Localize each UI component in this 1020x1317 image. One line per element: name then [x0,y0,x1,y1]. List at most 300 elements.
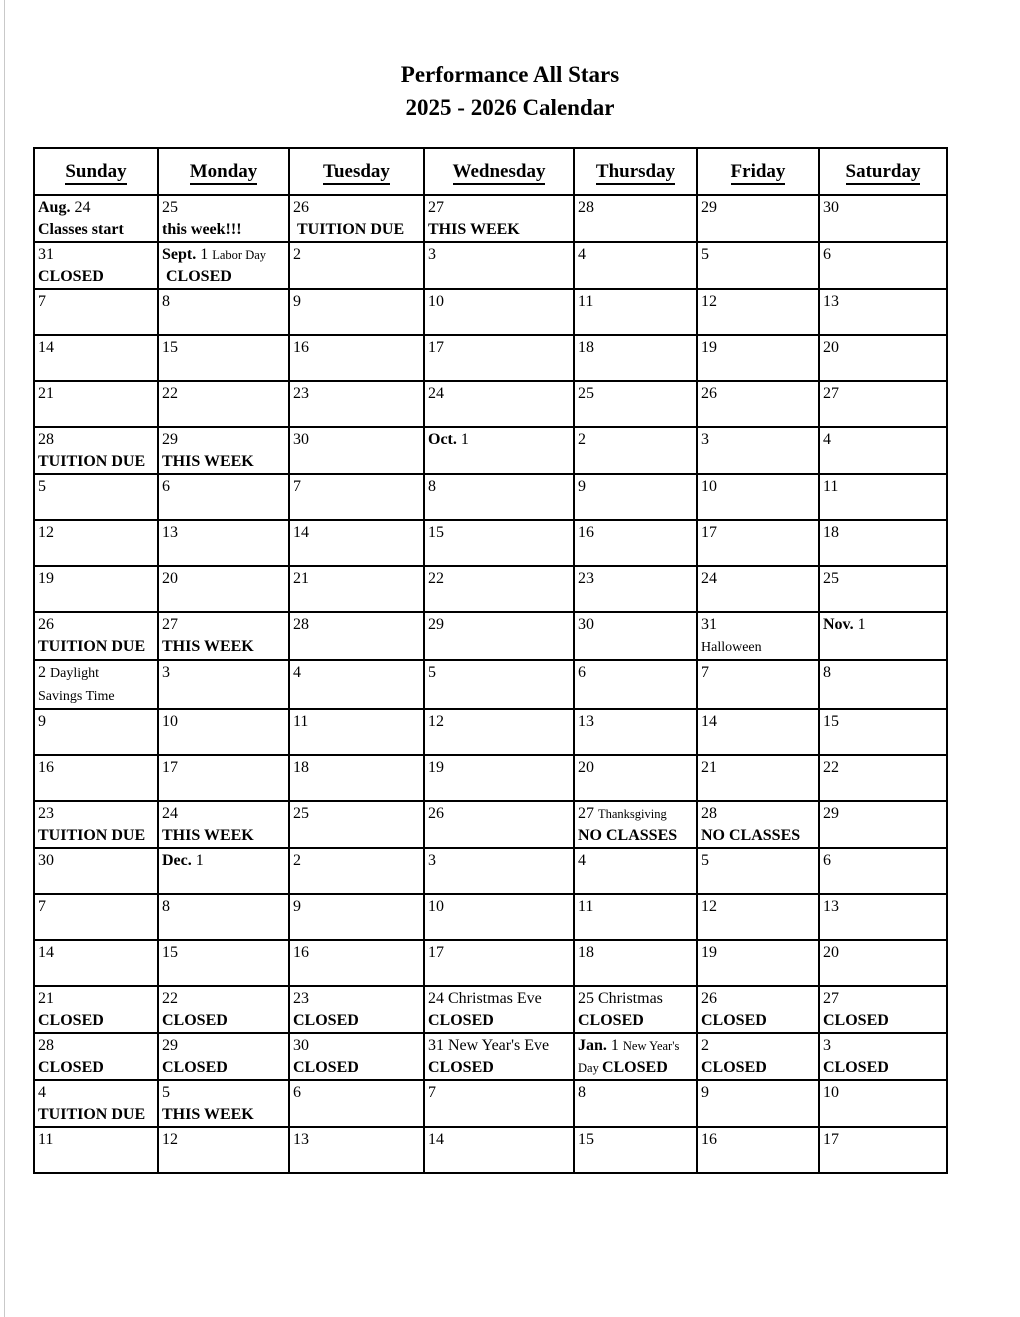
cell-text: Day [578,1061,602,1075]
cell-line [38,757,155,779]
cell-line [293,711,421,733]
cell-line [823,1082,944,1104]
cell-text: TUITION DUE [38,453,146,470]
cell-line [823,1035,944,1057]
day-header-wednesday [424,148,574,195]
calendar-cell [574,1127,697,1173]
cell-text: 24 [162,805,178,822]
calendar-cell [34,894,158,940]
cell-line [701,614,816,636]
calendar-cell [289,894,424,940]
calendar-cell [158,195,289,242]
cell-line [293,197,421,219]
cell-text: 21 [38,385,54,402]
cell-text: 3 [428,852,436,869]
calendar-cell [289,660,424,709]
cell-text: 29 [428,616,444,633]
cell-text: 16 [701,1131,717,1148]
calendar-cell [158,427,289,474]
calendar-cell [574,709,697,755]
cell-text: 23 [293,385,309,402]
cell-line [38,1104,155,1126]
cell-text: 5 [38,478,46,495]
cell-text: 14 [293,524,309,541]
cell-text: 21 [293,570,309,587]
cell-text: 27 [578,805,598,822]
cell-line [428,383,571,405]
cell-text: 18 [823,524,839,541]
calendar-cell [34,709,158,755]
calendar-cell [34,755,158,801]
cell-text: 30 [578,616,594,633]
cell-line [428,219,571,241]
calendar-cell [34,660,158,709]
cell-text: 12 [701,898,717,915]
calendar-cell [424,242,574,289]
cell-line [428,522,571,544]
calendar-body [34,195,947,1173]
cell-text: 15 [162,944,178,961]
cell-text: 5 [428,664,436,681]
cell-line [428,568,571,590]
cell-text: 14 [428,1131,444,1148]
cell-text: 3 [162,664,170,681]
calendar-cell [819,566,947,612]
cell-text: CLOSED [293,1012,359,1029]
cell-line [578,1057,694,1079]
calendar-cell [34,520,158,566]
calendar-week-row [34,335,947,381]
day-header-thursday [574,148,697,195]
calendar-cell [289,848,424,894]
cell-line [38,896,155,918]
cell-line [578,662,694,684]
cell-line [38,1082,155,1104]
cell-line [701,942,816,964]
cell-text: 7 [38,293,46,310]
cell-text: 3 [823,1037,831,1054]
cell-text: 2 [578,431,586,448]
cell-text: 24 [701,570,717,587]
cell-text: New Year's [622,1039,680,1053]
cell-line [823,383,944,405]
cell-line [701,850,816,872]
cell-line [293,803,421,825]
cell-text: 26 [701,385,717,402]
cell-line [162,825,286,847]
cell-text: CLOSED [428,1012,494,1029]
cell-text: 21 [38,990,54,1007]
calendar-cell [574,940,697,986]
cell-text: 15 [162,339,178,356]
cell-text: 19 [38,570,54,587]
cell-line [823,337,944,359]
cell-text: 5 [701,852,709,869]
cell-line [823,1057,944,1079]
cell-text: Jan. [578,1037,607,1054]
calendar-cell [424,1080,574,1127]
calendar-cell [424,755,574,801]
calendar-cell [697,289,819,335]
cell-text: 11 [578,293,594,310]
cell-line [162,662,286,684]
calendar-cell [34,335,158,381]
calendar-cell [289,709,424,755]
cell-line [162,1035,286,1057]
cell-text: 31 [701,616,717,633]
cell-text: 22 [428,570,444,587]
calendar-cell [574,894,697,940]
cell-line [38,244,155,266]
cell-text: 7 [38,898,46,915]
cell-line [38,266,155,288]
calendar-cell [424,986,574,1033]
cell-line [701,825,816,847]
cell-line [162,291,286,313]
calendar-cell [574,1033,697,1080]
cell-line [293,614,421,636]
cell-text: 8 [428,478,436,495]
cell-text: 16 [293,339,309,356]
calendar-cell [424,801,574,848]
cell-text: 22 [823,759,839,776]
calendar-cell [158,848,289,894]
cell-line [162,636,286,658]
cell-text: CLOSED [293,1059,359,1076]
cell-text: Classes start [38,221,124,238]
cell-line [428,614,571,636]
calendar-week-row [34,1033,947,1080]
cell-line [578,757,694,779]
cell-line [428,711,571,733]
cell-text: 14 [38,339,54,356]
cell-text: 29 [162,431,178,448]
cell-line [428,197,571,219]
cell-line [428,244,571,266]
cell-line [162,896,286,918]
cell-text: 4 [38,1084,46,1101]
calendar-cell [158,660,289,709]
calendar-cell [574,612,697,660]
calendar-cell [158,474,289,520]
cell-line [578,803,694,825]
calendar-cell [697,940,819,986]
calendar-cell [819,335,947,381]
cell-line [293,1057,421,1079]
cell-text: 9 [578,478,586,495]
calendar-cell [424,940,574,986]
cell-text: 25 [293,805,309,822]
cell-text: 3 [701,431,709,448]
calendar-cell [289,242,424,289]
calendar-cell [289,940,424,986]
calendar-cell [34,427,158,474]
day-header-monday [158,148,289,195]
calendar-cell [697,848,819,894]
calendar-cell [697,427,819,474]
calendar-cell [424,289,574,335]
cell-line [162,244,286,266]
cell-text: CLOSED [823,1012,889,1029]
cell-text: 6 [162,478,170,495]
cell-text: 12 [428,713,444,730]
cell-text: 20 [823,339,839,356]
calendar-cell [819,474,947,520]
cell-text: 25 [578,385,594,402]
cell-text: 28 [38,431,54,448]
cell-text: 26 [38,616,54,633]
cell-text: 26 [428,805,444,822]
cell-line [38,988,155,1010]
cell-line [701,522,816,544]
cell-line [162,197,286,219]
cell-line [38,451,155,473]
cell-line [578,383,694,405]
calendar-cell [158,612,289,660]
calendar-week-row [34,709,947,755]
calendar-cell [697,894,819,940]
calendar-cell [158,381,289,427]
cell-line [428,1035,571,1057]
cell-text: 20 [823,944,839,961]
calendar-cell [697,381,819,427]
cell-line [701,988,816,1010]
calendar-cell [697,1080,819,1127]
cell-text: NO CLASSES [578,827,678,844]
cell-text: Labor Day [212,248,267,262]
cell-text: this week!!! [162,221,242,238]
page-subtitle: 2025 - 2026 Calendar [405,95,615,120]
calendar-week-row [34,289,947,335]
cell-line [578,988,694,1010]
cell-line [38,636,155,658]
calendar-cell [819,894,947,940]
calendar-cell [289,1127,424,1173]
cell-line [38,1129,155,1151]
cell-text: 5 [701,246,709,263]
calendar-cell [819,801,947,848]
cell-text: 25 Christmas [578,990,663,1007]
cell-text: CLOSED [601,1059,668,1076]
cell-text: 20 [162,570,178,587]
calendar-cell [289,566,424,612]
cell-line [38,568,155,590]
cell-text: 14 [701,713,717,730]
calendar-cell [424,381,574,427]
cell-text: 1 [196,246,213,263]
cell-text: 31 [38,246,54,263]
calendar-cell [424,612,574,660]
calendar-week-row [34,801,947,848]
calendar-cell [424,335,574,381]
cell-text: 11 [38,1131,54,1148]
cell-line [293,1082,421,1104]
cell-line [823,614,944,636]
cell-text: CLOSED [38,1012,104,1029]
cell-text: 25 [823,570,839,587]
cell-line [578,825,694,847]
cell-line [578,197,694,219]
cell-line [293,383,421,405]
cell-line [428,476,571,498]
day-header-label: Saturday [846,161,921,185]
calendar-cell [34,1080,158,1127]
calendar-cell [158,1080,289,1127]
calendar-cell [819,612,947,660]
cell-line [823,662,944,684]
cell-text: 30 [293,431,309,448]
calendar-cell [819,755,947,801]
cell-line [701,757,816,779]
cell-line [162,429,286,451]
cell-line [38,429,155,451]
calendar-cell [697,612,819,660]
cell-line [162,1082,286,1104]
cell-line [162,803,286,825]
calendar-cell [819,242,947,289]
cell-text: 22 [162,990,178,1007]
calendar-cell [819,195,947,242]
calendar-cell [289,801,424,848]
day-header-tuesday [289,148,424,195]
cell-text: 17 [428,339,444,356]
cell-text: 12 [162,1131,178,1148]
cell-line [38,825,155,847]
cell-text: TUITION DUE [38,1106,146,1123]
calendar-cell [574,848,697,894]
cell-line [293,429,421,451]
cell-line [701,1082,816,1104]
calendar-cell [574,195,697,242]
calendar-cell [34,612,158,660]
cell-line [701,1057,816,1079]
cell-line [701,291,816,313]
cell-text: CLOSED [162,1059,228,1076]
cell-text: CLOSED [162,268,232,285]
cell-text: 8 [823,664,831,681]
calendar-cell [574,381,697,427]
cell-text: 6 [293,1084,301,1101]
cell-line [293,988,421,1010]
calendar-week-row [34,195,947,242]
cell-text: 9 [38,713,46,730]
cell-text: 29 [823,805,839,822]
cell-line [701,383,816,405]
cell-line [428,662,571,684]
cell-line [578,244,694,266]
calendar-week-row [34,612,947,660]
calendar-cell [158,940,289,986]
cell-text: 6 [823,852,831,869]
cell-line [823,429,944,451]
cell-line [162,1129,286,1151]
cell-line [38,1010,155,1032]
cell-text: 2 [701,1037,709,1054]
cell-text: 11 [578,898,594,915]
cell-line [293,850,421,872]
calendar-cell [289,755,424,801]
cell-text: 23 [578,570,594,587]
calendar-cell [819,1127,947,1173]
cell-text: CLOSED [428,1059,494,1076]
calendar-cell [697,755,819,801]
calendar-table [33,147,948,1174]
calendar-cell [34,940,158,986]
calendar-week-row [34,427,947,474]
cell-line [293,337,421,359]
cell-line [701,337,816,359]
calendar-cell [289,381,424,427]
calendar-cell [289,195,424,242]
calendar-cell [424,566,574,612]
calendar-cell [574,660,697,709]
day-header-friday [697,148,819,195]
calendar-cell [574,1080,697,1127]
cell-line [162,383,286,405]
calendar-cell [574,755,697,801]
cell-text: Nov. [823,616,854,633]
cell-line [162,711,286,733]
cell-line [38,197,155,219]
cell-line [428,1057,571,1079]
cell-text: THIS WEEK [162,1106,254,1123]
cell-text: 28 [38,1037,54,1054]
cell-text: 13 [578,713,594,730]
cell-line [701,244,816,266]
cell-line [162,337,286,359]
title-block [0,58,1020,124]
calendar-week-row [34,755,947,801]
cell-line [701,429,816,451]
cell-text: 9 [701,1084,709,1101]
calendar-cell [819,940,947,986]
cell-line [162,1010,286,1032]
calendar-week-row [34,986,947,1033]
cell-text: 10 [701,478,717,495]
cell-line [701,197,816,219]
calendar-week-row [34,940,947,986]
cell-line [428,757,571,779]
cell-line [162,568,286,590]
cell-line [162,988,286,1010]
cell-text: 9 [293,293,301,310]
cell-line [578,1082,694,1104]
cell-text: 2 [293,246,301,263]
cell-text: 26 [293,199,309,216]
cell-text: 30 [293,1037,309,1054]
cell-text: 28 [293,616,309,633]
cell-text: 28 [578,199,594,216]
calendar-cell [289,427,424,474]
calendar-cell [289,520,424,566]
cell-text: Sept. [162,246,197,263]
calendar-cell [819,660,947,709]
calendar-cell [158,1033,289,1080]
cell-line [428,337,571,359]
cell-line [293,1035,421,1057]
cell-text: CLOSED [38,1059,104,1076]
cell-text: 26 [701,990,717,1007]
cell-text: 27 [823,990,839,1007]
calendar-cell [574,335,697,381]
calendar-week-row [34,566,947,612]
calendar-cell [289,612,424,660]
cell-text: 17 [428,944,444,961]
cell-text: CLOSED [162,1012,228,1029]
calendar-cell [574,289,697,335]
calendar-week-row [34,1080,947,1127]
calendar-cell [819,1080,947,1127]
